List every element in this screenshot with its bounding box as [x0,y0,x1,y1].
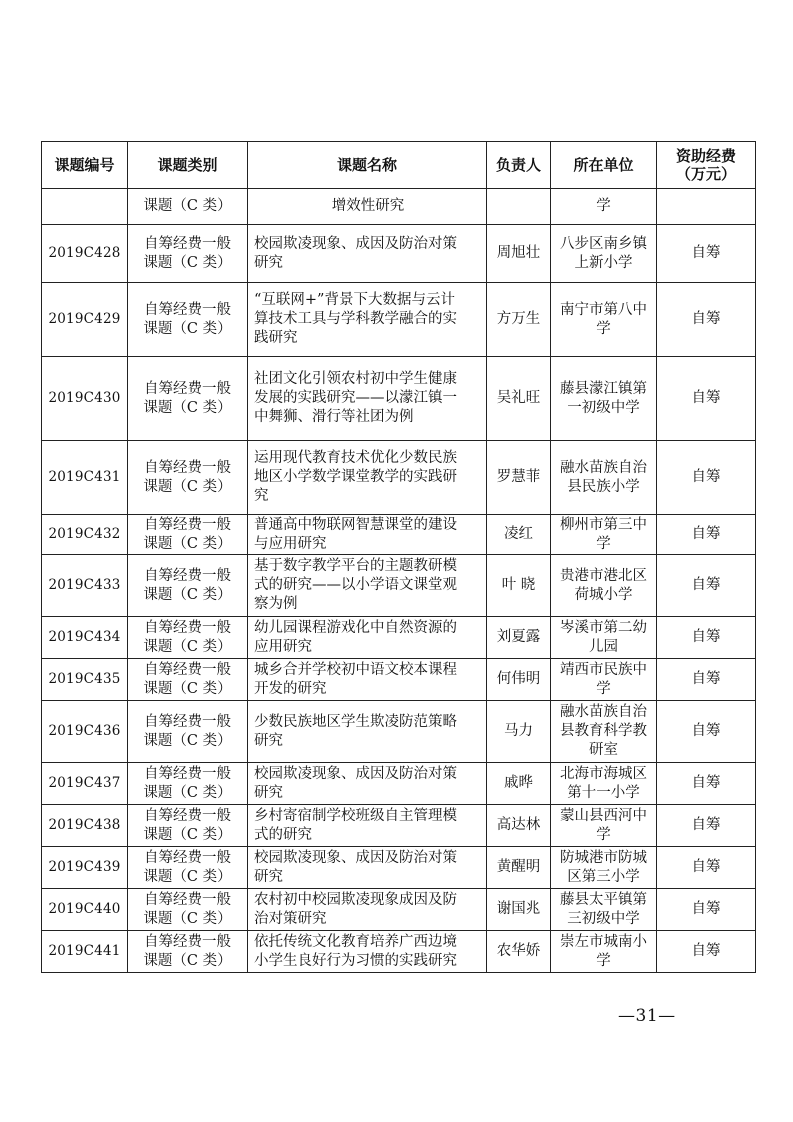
table-row [42,555,756,617]
cell-code: 2019C434 [42,617,128,659]
table-row-continuation [42,189,756,225]
table-row [42,931,756,973]
cell-title: 普通高中物联网智慧课堂的建设 与应用研究 [248,515,487,555]
cell-category: 课题（C 类） [128,189,248,225]
cell-leader: 黄醒明 [487,847,551,889]
cell-title: 少数民族地区学生欺凌防范策略 研究 [248,701,487,763]
cell-title: “互联网+”背景下大数据与云计 算技术工具与学科教学融合的实 践研究 [248,283,487,357]
cell-funding: 自筹 [657,617,756,659]
cell-code: 2019C439 [42,847,128,889]
cell-code: 2019C432 [42,515,128,555]
table-row [42,441,756,515]
cell-category: 自筹经费一般 课题（C 类） [128,763,248,805]
column-header-funding: 资助经费 （万元） [657,142,756,189]
page-number: —31— [618,1006,676,1026]
cell-funding: 自筹 [657,515,756,555]
cell-unit: 蒙山县西河中 学 [551,805,657,847]
cell-title: 城乡合并学校初中语文校本课程 开发的研究 [248,659,487,701]
column-header-title: 课题名称 [248,142,487,189]
table-row [42,283,756,357]
cell-code: 2019C433 [42,555,128,617]
cell-leader: 高达林 [487,805,551,847]
table-row [42,763,756,805]
cell-title: 基于数字教学平台的主题教研模 式的研究——以小学语文课堂观 察为例 [248,555,487,617]
cell-funding: 自筹 [657,225,756,283]
cell-leader: 谢国兆 [487,889,551,931]
cell-category: 自筹经费一般 课题（C 类） [128,847,248,889]
cell-funding: 自筹 [657,357,756,441]
cell-code: 2019C436 [42,701,128,763]
cell-title: 增效性研究 [248,189,487,225]
cell-title: 依托传统文化教育培养广西边境 小学生良好行为习惯的实践研究 [248,931,487,973]
cell-unit: 柳州市第三中 学 [551,515,657,555]
column-header-leader: 负责人 [487,142,551,189]
cell-code: 2019C440 [42,889,128,931]
cell-unit: 北海市海城区 第十一小学 [551,763,657,805]
cell-unit: 八步区南乡镇 上新小学 [551,225,657,283]
cell-code: 2019C441 [42,931,128,973]
table-row [42,805,756,847]
cell-code: 2019C429 [42,283,128,357]
cell-leader [487,189,551,225]
cell-funding: 自筹 [657,659,756,701]
cell-funding: 自筹 [657,847,756,889]
cell-funding: 自筹 [657,805,756,847]
cell-leader: 戚晔 [487,763,551,805]
column-header-code: 课题编号 [42,142,128,189]
cell-category: 自筹经费一般 课题（C 类） [128,659,248,701]
cell-leader: 方万生 [487,283,551,357]
cell-title: 社团文化引领农村初中学生健康 发展的实践研究——以濛江镇一 中舞狮、滑行等社团为例 [248,357,487,441]
cell-category: 自筹经费一般 课题（C 类） [128,805,248,847]
cell-unit: 藤县太平镇第 三初级中学 [551,889,657,931]
table-row [42,659,756,701]
cell-category: 自筹经费一般 课题（C 类） [128,441,248,515]
cell-category: 自筹经费一般 课题（C 类） [128,701,248,763]
cell-leader: 罗慧菲 [487,441,551,515]
cell-unit: 靖西市民族中 学 [551,659,657,701]
cell-funding: 自筹 [657,701,756,763]
table-body [42,189,756,973]
table-row [42,357,756,441]
table-row [42,225,756,283]
cell-unit: 防城港市防城 区第三小学 [551,847,657,889]
cell-category: 自筹经费一般 课题（C 类） [128,889,248,931]
table-row [42,889,756,931]
cell-title: 校园欺凌现象、成因及防治对策 研究 [248,847,487,889]
cell-funding: 自筹 [657,931,756,973]
cell-title: 校园欺凌现象、成因及防治对策 研究 [248,763,487,805]
cell-leader: 叶 晓 [487,555,551,617]
cell-title: 乡村寄宿制学校班级自主管理模 式的研究 [248,805,487,847]
table-row [42,515,756,555]
cell-leader: 马力 [487,701,551,763]
column-header-category: 课题类别 [128,142,248,189]
cell-code: 2019C437 [42,763,128,805]
cell-title: 运用现代教育技术优化少数民族 地区小学数学课堂教学的实践研 究 [248,441,487,515]
cell-leader: 何伟明 [487,659,551,701]
cell-code: 2019C435 [42,659,128,701]
cell-funding: 自筹 [657,555,756,617]
cell-code [42,189,128,225]
cell-title: 幼儿园课程游戏化中自然资源的 应用研究 [248,617,487,659]
cell-category: 自筹经费一般 课题（C 类） [128,225,248,283]
cell-leader: 农华娇 [487,931,551,973]
table-row [42,617,756,659]
cell-code: 2019C438 [42,805,128,847]
cell-code: 2019C430 [42,357,128,441]
cell-category: 自筹经费一般 课题（C 类） [128,283,248,357]
cell-unit: 藤县濛江镇第 一初级中学 [551,357,657,441]
cell-category: 自筹经费一般 课题（C 类） [128,357,248,441]
cell-unit: 崇左市城南小 学 [551,931,657,973]
cell-unit: 岑溪市第二幼 儿园 [551,617,657,659]
cell-category: 自筹经费一般 课题（C 类） [128,555,248,617]
table-row [42,847,756,889]
cell-funding: 自筹 [657,763,756,805]
cell-unit: 融水苗族自治 县教育科学教 研室 [551,701,657,763]
cell-title: 农村初中校园欺凌现象成因及防 治对策研究 [248,889,487,931]
cell-code: 2019C431 [42,441,128,515]
cell-title: 校园欺凌现象、成因及防治对策 研究 [248,225,487,283]
header-row [42,142,756,189]
cell-category: 自筹经费一般 课题（C 类） [128,931,248,973]
cell-unit: 融水苗族自治 县民族小学 [551,441,657,515]
cell-leader: 凌红 [487,515,551,555]
cell-unit: 南宁市第八中 学 [551,283,657,357]
column-header-unit: 所在单位 [551,142,657,189]
table-row [42,701,756,763]
cell-funding: 自筹 [657,441,756,515]
cell-leader: 吴礼旺 [487,357,551,441]
project-table [41,141,756,973]
cell-funding: 自筹 [657,283,756,357]
cell-leader: 刘夏露 [487,617,551,659]
cell-leader: 周旭壮 [487,225,551,283]
cell-unit: 学 [551,189,657,225]
cell-code: 2019C428 [42,225,128,283]
cell-funding [657,189,756,225]
cell-category: 自筹经费一般 课题（C 类） [128,515,248,555]
cell-category: 自筹经费一般 课题（C 类） [128,617,248,659]
cell-unit: 贵港市港北区 荷城小学 [551,555,657,617]
cell-funding: 自筹 [657,889,756,931]
